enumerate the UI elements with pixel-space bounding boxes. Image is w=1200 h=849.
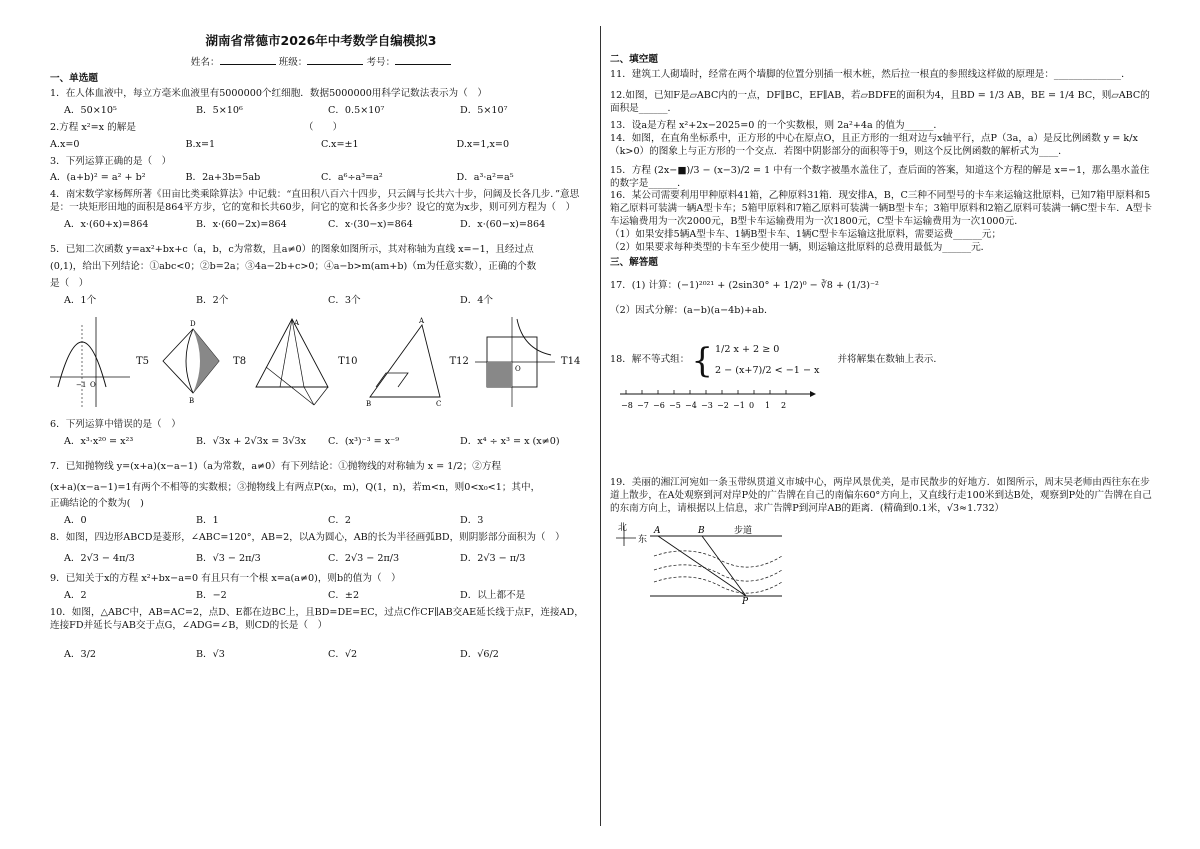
- option[interactable]: A．0: [64, 514, 87, 526]
- option[interactable]: B．5×10⁶: [196, 104, 243, 116]
- option[interactable]: A．x³·x²⁰ = x²³: [64, 435, 134, 447]
- option[interactable]: D.x=1,x=0: [456, 138, 510, 150]
- triangle-figure: [252, 315, 332, 407]
- point-b-label: B: [698, 525, 705, 536]
- question-7: 7．已知抛物线 y=(x+a)(x−a−1)（a为常数，a≠0）有下列结论：①抛物线的对称轴为 x = 1/2；②方程: [50, 460, 502, 472]
- q3-options: [50, 172, 592, 185]
- number-line-label: 2: [781, 400, 787, 410]
- inequality-system: [715, 344, 819, 378]
- point-a-label: A: [654, 525, 661, 536]
- number-line-label: −4: [685, 400, 697, 410]
- option[interactable]: C．3个: [328, 295, 361, 306]
- section-title: 三、解答题: [610, 257, 658, 269]
- option[interactable]: A．3/2: [64, 649, 96, 661]
- number-line-label: 1: [765, 400, 771, 410]
- number-line-label: −7: [637, 400, 649, 410]
- number-line-label: −6: [653, 400, 665, 410]
- q18-tail: 并将解集在数轴上表示．: [837, 354, 943, 366]
- point-p-label: P: [742, 596, 749, 604]
- column-divider: [600, 26, 601, 826]
- question-7-cont: (x+a)(x−a−1)=1有两个不相等的实数根；③抛物线上有两点P(x₀，m)，Q(1，n)，若m<n，则0<x₀<1；其中，: [50, 481, 541, 493]
- option[interactable]: A.x=0: [50, 138, 80, 150]
- option[interactable]: D．a³·a²=a⁵: [456, 172, 514, 184]
- question-16-part2: （2）如果要求每种类型的卡车至少使用一辆，则运输这批原料的总费用最低为______元．: [610, 242, 991, 254]
- square-hyperbola-figure: [475, 315, 555, 407]
- question-17-part2: （2）因式分解：(a−b)(a−4b)+ab．: [610, 305, 774, 316]
- name-label: 姓名：: [190, 56, 220, 68]
- option[interactable]: D．4个: [460, 295, 493, 306]
- option[interactable]: A．1个: [64, 295, 97, 306]
- figure-label: T10: [338, 355, 358, 367]
- question-5: 5．已知二次函数 y=ax²+bx+c（a，b，c为常数，且a≠0）的图象如图所示，其对称轴为直线 x=−1，且经过点: [50, 244, 534, 256]
- svg-text:C: C: [435, 400, 441, 408]
- walkway-label: 步道: [734, 525, 753, 536]
- question-9: 9．已知关于x的方程 x²+bx−a=0 有且只有一个根 x=a(a≠0)，则b的值为（ ）: [50, 573, 401, 585]
- question-13: 13．设a是方程 x²+2x−2025=0 的一个实数根，则 2a²+4a 的值为______．: [610, 119, 943, 131]
- q9-options: [50, 590, 592, 603]
- question-15: 15．方程 (2x−■)/3 − (x−3)/2 = 1 中有一个数字被墨水盖住了，查后面的答案，知道这个方程的解是 x=−1，那么墨水盖住的数字是______．: [610, 164, 1150, 189]
- figures-row: [50, 314, 592, 409]
- option[interactable]: C．(x³)⁻³ = x⁻⁹: [328, 435, 400, 447]
- question-16: 16．某公司需要利用甲种原料41箱，乙种原料31箱．现安排A，B，C三种不同型号的卡车来运输这批原料，已知7箱甲原料和5箱乙原料可装满一辆A型卡车；5箱甲原料和7箱乙原料可装满一辆B型卡车；3箱甲原料和2箱乙原料可装满一辆C型卡车．A型卡车运输费用为一次2000元，B型卡车运输费用为一次1800元，C型卡车运输费用为一次1000元．: [610, 190, 1152, 228]
- page-title: 湖南省常德市2026年中考数学自编模拟3: [205, 33, 437, 48]
- name-blank[interactable]: [220, 55, 276, 65]
- option[interactable]: C．√2: [328, 649, 358, 661]
- q4-options: [50, 219, 592, 232]
- q8-options: [50, 553, 592, 566]
- inequality-2: 2 − (x+7)/2 < −1 − x: [715, 364, 820, 376]
- svg-text:O: O: [514, 365, 521, 374]
- option[interactable]: C．a⁶÷a³=a²: [321, 172, 383, 184]
- question-11: 11．建筑工人砌墙时，经常在两个墙脚的位置分别插一根木桩，然后拉一根直的参照线这样做的原理是：______________．: [610, 68, 1131, 80]
- question-10: 10．如图，△ABC中，AB=AC=2，点D、E都在边BC上，且BD=DE=EC，过点C作CF∥AB交AE延长线于点F，连接AD，连接FD并延长与AB交于点G，∠ADG=∠B，则CD的长是（ ）: [50, 607, 584, 632]
- option[interactable]: A．50×10⁵: [64, 104, 117, 116]
- q10-options: [50, 649, 592, 662]
- option[interactable]: A．2: [64, 590, 87, 602]
- inequality-1: 1/2 x + 2 ≥ 0: [715, 344, 780, 355]
- question-17-part1: 17．(1) 计算：(−1)²⁰²¹ + (2sin30° + 1/2)⁰ − ∛8 + (1/3)⁻²: [610, 280, 879, 292]
- q7-options: [50, 515, 592, 528]
- number-line-label: −8: [621, 400, 633, 410]
- question-2: 2.方程 x²=x 的解是 （ ）: [50, 121, 343, 133]
- option[interactable]: D．5×10⁷: [460, 104, 508, 116]
- question-3: 3．下列运算正确的是（ ）: [50, 155, 172, 167]
- option[interactable]: B．2a+3b=5ab: [185, 172, 261, 184]
- option[interactable]: D．x⁴ ÷ x³ = x (x≠0): [460, 435, 560, 447]
- left-column: [50, 28, 592, 666]
- rhombus-arc-figure: [155, 315, 227, 407]
- option[interactable]: A．(a+b)² = a² + b²: [50, 172, 146, 184]
- section-title: 一、单选题: [50, 72, 98, 84]
- option[interactable]: C．±2: [328, 590, 360, 602]
- svg-text:D: D: [190, 320, 196, 329]
- option[interactable]: C．2: [328, 514, 352, 526]
- brace: {: [691, 340, 714, 381]
- option[interactable]: D．x·(60−x)=864: [460, 219, 546, 231]
- right-column: [610, 52, 1155, 609]
- question-16-part1: （1）如果安排5辆A型卡车、1辆B型卡车、1辆C型卡车运输这批原料，需要运费______元；: [610, 229, 1002, 241]
- option[interactable]: D．以上都不是: [460, 590, 526, 602]
- option[interactable]: C.x=±1: [321, 138, 359, 150]
- q5-options: [50, 295, 592, 308]
- question-8: 8．如图，四边形ABCD是菱形，∠ABC=120°，AB=2，以A为圆心，AB的长为半径画弧BD，则阴影部分面积为（ ）: [50, 531, 565, 543]
- question-4: 4．南宋数学家杨辉所著《田亩比类乘除算法》中记载：“直田积八百六十四步，只云阔与长共六十步，问阔及长各几步．”意思是：一块矩形田地的面积是864平方步，它的宽和长共60步，问它的宽和长各多少步？设它的宽为x步，则可列方程为（ ）: [50, 189, 580, 214]
- option[interactable]: A．2√3 − 4π/3: [64, 552, 135, 564]
- q18-label: 18．解不等式组：: [610, 354, 690, 366]
- svg-text:A: A: [294, 319, 300, 328]
- north-label: 北: [618, 522, 628, 533]
- option[interactable]: B．√3x + 2√3x = 3√3x: [196, 435, 307, 447]
- option[interactable]: D．√6/2: [460, 649, 499, 661]
- option[interactable]: D．2√3 − π/3: [460, 552, 526, 564]
- option[interactable]: C．2√3 − 2π/3: [328, 552, 400, 564]
- question-6: 6．下列运算中错误的是（ ）: [50, 418, 181, 430]
- svg-text:A: A: [418, 317, 424, 326]
- option[interactable]: B．2个: [196, 295, 229, 306]
- option[interactable]: B．1: [196, 514, 219, 526]
- option[interactable]: B．−2: [196, 590, 227, 602]
- number-line-label: −3: [701, 400, 713, 410]
- figure-label: T5: [136, 355, 150, 367]
- option[interactable]: B．√3: [196, 649, 225, 661]
- option[interactable]: C．0.5×10⁷: [328, 104, 385, 116]
- number-line-label: 0: [749, 400, 755, 410]
- question-14: 14．如图，在直角坐标系中，正方形的中心在原点O，且正方形的一组对边与x轴平行，点P（3a，a）是反比例函数 y = k/x（k>0）的图象上与正方形的一个交点．若图中阴影部分的面积等于9，则这个反比例函数的解析式为____．: [610, 132, 1138, 157]
- number-line-label: −2: [717, 400, 729, 410]
- question-5-cont: (0,1)，给出下列结论：①abc<0；②b=2a；③4a−2b+c>0；④a−b>m(am+b)（m为任意实数），正确的个数: [50, 261, 537, 273]
- number-line-label: −5: [669, 400, 681, 410]
- exam-number-label: 考号：: [366, 56, 396, 68]
- figure-label: T14: [560, 355, 581, 367]
- svg-text:B: B: [365, 400, 371, 408]
- class-blank[interactable]: [307, 55, 363, 65]
- question-18: [610, 340, 1155, 381]
- number-line-label: −1: [733, 400, 745, 410]
- figure-label: T12: [449, 355, 469, 367]
- exam-number-blank[interactable]: [395, 55, 451, 65]
- q6-options: [50, 436, 592, 449]
- q1-options: [50, 105, 592, 118]
- student-info: [50, 55, 592, 70]
- class-label: 班级：: [278, 56, 308, 68]
- question-19: 19．美丽的湘江河宛如一条玉带纵贯道义市城中心，两岸风景优美，是市民散步的好地方．如图所示，周末吴老师由西往东在步道上散步，在A处观察到河对岸P处的广告牌在自己的南偏东60°方向上，又直线行走100米到达B处，观察到P处的广告牌在自己的东南方向上，请根据以上信息，求广告牌P到河岸AB的距离．(精确到0.1米，√3≈1.732）: [610, 476, 1152, 514]
- question-1: 1．在人体血液中，每立方毫米血液里有5000000个红细胞．数据5000000用科学记数法表示为（ ）: [50, 87, 487, 99]
- svg-text:O: O: [90, 381, 96, 390]
- question-12: 12.如图，已知F是▱ABC内的一点，DF∥BC，EF∥AB，若▱BDFE的面积为4，且BD = 1/3 AB，BE = 1/4 BC，则▱ABC的面积是______．: [610, 89, 1150, 114]
- option[interactable]: D．3: [460, 514, 484, 526]
- figure-label: T8: [233, 355, 247, 367]
- option[interactable]: C．x·(30−x)=864: [328, 219, 413, 231]
- option[interactable]: B．√3 − 2π/3: [196, 552, 261, 564]
- option[interactable]: B.x=1: [185, 138, 216, 150]
- section-title: 二、填空题: [610, 54, 658, 65]
- svg-text:−1: −1: [76, 381, 87, 390]
- parallelogram-figure: [364, 315, 444, 407]
- river-map-figure: [610, 522, 790, 604]
- option[interactable]: A．x·(60+x)=864: [64, 219, 149, 231]
- question-7-cont: 正确结论的个数为( ): [50, 497, 144, 509]
- question-5-cont: 是（ ）: [50, 278, 89, 290]
- svg-text:B: B: [189, 397, 195, 406]
- q2-options: [50, 139, 592, 152]
- east-label: 东: [638, 534, 648, 545]
- parabola-figure: [50, 315, 130, 407]
- option[interactable]: B．x·(60−2x)=864: [196, 219, 287, 231]
- number-line: [618, 384, 818, 416]
